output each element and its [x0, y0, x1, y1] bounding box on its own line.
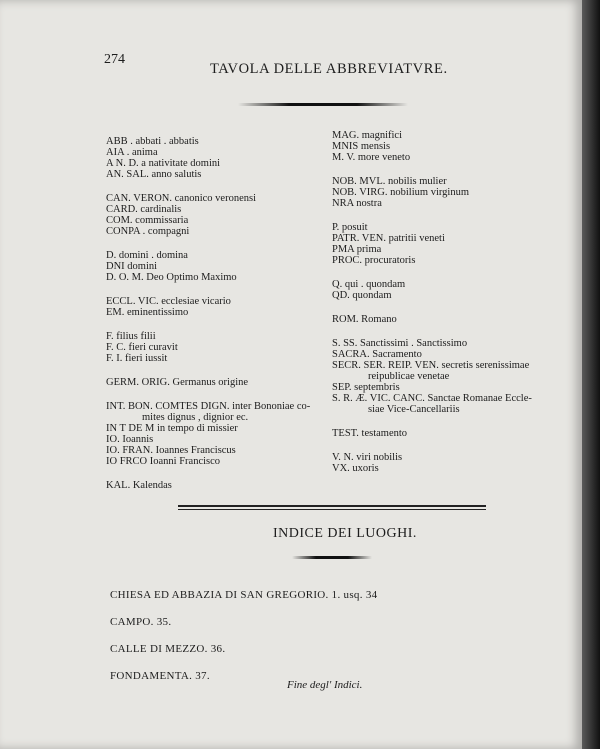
- abbreviation-entry: MNIS mensis: [332, 141, 391, 152]
- abbreviation-entry: TEST. testamento: [332, 428, 408, 439]
- abbreviation-entry: SACRA. Sacramento: [332, 349, 422, 360]
- abbreviation-entry: ECCL. VIC. ecclesiae vicario: [106, 296, 231, 307]
- place-entry: CALLE DI MEZZO. 36.: [110, 643, 226, 655]
- entry-spacer: [332, 415, 532, 428]
- place-entry: CHIESA ED ABBAZIA DI SAN GREGORIO. 1. usq. 34: [110, 589, 378, 601]
- abbreviation-entry: M. V. more veneto: [332, 152, 411, 163]
- end-note: Fine degl' Indici.: [287, 679, 363, 691]
- abbreviation-entry: D. domini . domina: [106, 250, 188, 261]
- page-number: 274: [104, 52, 125, 67]
- entry-spacer: [332, 301, 532, 314]
- abbreviation-entry: ABB . abbati . abbatis: [106, 136, 199, 147]
- abbreviation-entry: mites dignus , dignior ec.: [142, 412, 249, 423]
- abbreviation-entry: AN. SAL. anno salutis: [106, 169, 202, 180]
- section-divider-bottom: [178, 509, 486, 510]
- entry-spacer: [332, 439, 532, 452]
- abbreviation-entry: VX. uxoris: [332, 463, 379, 474]
- abbreviation-entry: NOB. VIRG. nobilium virginum: [332, 187, 469, 198]
- abbreviation-entry: SEP. septembris: [332, 382, 400, 393]
- abbreviation-entry: IO. FRAN. Ioannes Franciscus: [106, 445, 236, 456]
- abbreviation-entry: CONPA . compagni: [106, 226, 190, 237]
- abbreviation-entry: NRA nostra: [332, 198, 382, 209]
- abbreviation-entry: CAN. VERON. canonico veronensi: [106, 193, 256, 204]
- abbreviation-entry: F. filius filii: [106, 331, 156, 342]
- abbreviation-entry: INT. BON. COMTES DIGN. inter Bononiae co-: [106, 401, 311, 412]
- abbreviation-entry: SECR. SER. REIP. VEN. secretis serenissimae: [332, 360, 530, 371]
- abbreviation-entry: reipublicae venetae: [368, 371, 450, 382]
- abbreviation-entry: D. O. M. Deo Optimo Maximo: [106, 272, 237, 283]
- abbreviation-entry: S. R. Æ. VIC. CANC. Sanctae Romanae Eccle-: [332, 393, 532, 404]
- abbreviation-entry: EM. eminentissimo: [106, 307, 189, 318]
- index-title: INDICE DEI LUOGHI.: [273, 526, 417, 541]
- entry-spacer: [332, 163, 532, 176]
- entry-spacer: [106, 237, 310, 250]
- abbreviation-entry: ROM. Romano: [332, 314, 397, 325]
- abbreviation-entry: siae Vice-Cancellariis: [368, 404, 460, 415]
- abbreviation-entry: COM. commissaria: [106, 215, 189, 226]
- title-ornament-rule: [238, 103, 408, 106]
- entry-spacer: [332, 325, 532, 338]
- abbreviation-entry: QD. quondam: [332, 290, 392, 301]
- abbreviation-entry: AIA . anima: [106, 147, 158, 158]
- abbreviation-entry: IN T DE M in tempo di missier: [106, 423, 238, 434]
- abbreviation-entry: PROC. procuratoris: [332, 255, 416, 266]
- abbreviation-entry: CARD. cardinalis: [106, 204, 182, 215]
- abbreviation-entry: V. N. viri nobilis: [332, 452, 403, 463]
- abbreviation-entry: MAG. magnifici: [332, 130, 402, 141]
- abbreviation-entry: PMA prima: [332, 244, 382, 255]
- abbreviations-right-column: [332, 130, 532, 474]
- abbreviation-entry: P. posuit: [332, 222, 368, 233]
- abbreviation-entry: IO. Ioannis: [106, 434, 154, 445]
- entry-spacer: [106, 180, 310, 193]
- abbreviation-entry: GERM. ORIG. Germanus origine: [106, 377, 249, 388]
- place-entry: CAMPO. 35.: [110, 616, 172, 628]
- index-ornament-rule: [292, 556, 372, 559]
- section-divider-top: [178, 505, 486, 507]
- abbreviation-entry: F. I. fieri iussit: [106, 353, 168, 364]
- abbreviation-entry: IO FRCO Ioanni Francisco: [106, 456, 221, 467]
- abbreviations-left-column: [106, 136, 310, 491]
- entry-spacer: [106, 388, 310, 401]
- next-page-edge: [582, 0, 600, 749]
- abbreviation-entry: F. C. fieri curavit: [106, 342, 178, 353]
- abbreviation-entry: A N. D. a nativitate domini: [106, 158, 221, 169]
- entry-spacer: [106, 283, 310, 296]
- entry-spacer: [332, 209, 532, 222]
- entry-spacer: [106, 467, 310, 480]
- abbreviation-entry: NOB. MVL. nobilis mulier: [332, 176, 447, 187]
- place-entry: FONDAMENTA. 37.: [110, 670, 210, 682]
- abbreviation-entry: Q. qui . quondam: [332, 279, 406, 290]
- abbreviation-entry: KAL. Kalendas: [106, 480, 172, 491]
- entry-spacer: [332, 266, 532, 279]
- entry-spacer: [106, 364, 310, 377]
- entry-spacer: [106, 318, 310, 331]
- abbreviation-entry: PATR. VEN. patritii veneti: [332, 233, 445, 244]
- page-title: TAVOLA DELLE ABBREVIATVRE.: [210, 61, 448, 77]
- abbreviation-entry: DNI domini: [106, 261, 158, 272]
- abbreviation-entry: S. SS. Sanctissimi . Sanctissimo: [332, 338, 468, 349]
